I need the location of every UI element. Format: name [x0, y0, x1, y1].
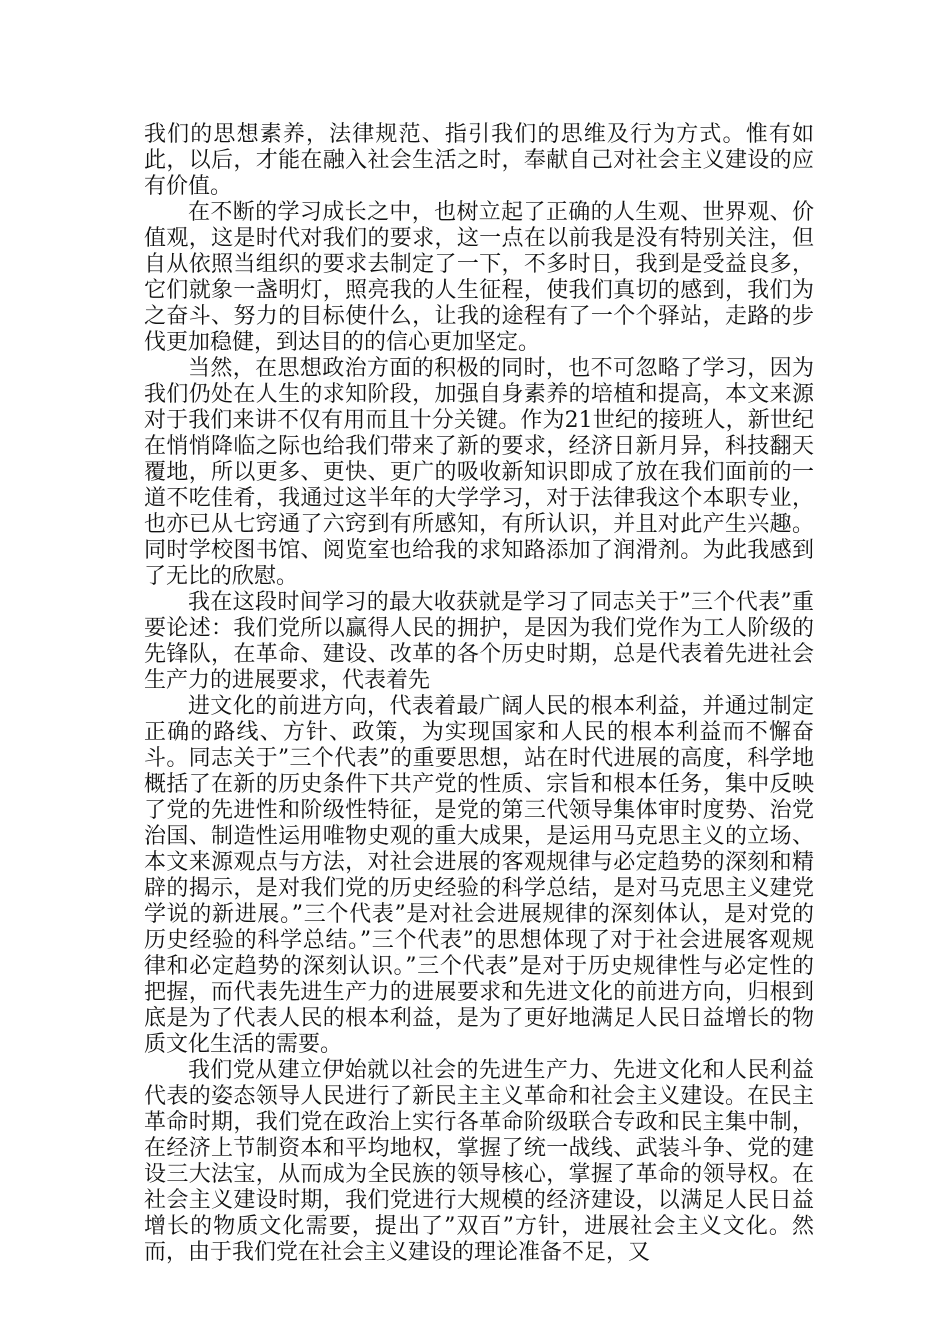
paragraph-4: 我在这段时间学习的最大收获就是学习了同志关于”三个代表”重要论述：我们党所以赢得人民的拥护，是因为我们党作为工人阶级的先锋队，在革命、建设、改革的各个历史时期，总是代表着先进社会生产力的进展要求，代表着先: [144, 590, 814, 693]
paragraph-1: 我们的思想素养，法律规范、指引我们的思维及行为方式。惟有如此，以后，才能在融入社会生活之时，奉献自己对社会主义建设的应有价值。: [144, 122, 814, 199]
paragraph-5: 进文化的前进方向，代表着最广阔人民的根本利益，并通过制定正确的路线、方针、政策，为实现国家和人民的根本利益而不懈奋斗。同志关于”三个代表”的重要思想，站在时代进展的高度，科学地概括了在新的历史条件下共产党的性质、宗旨和根本任务，集中反映了党的先进性和阶级性特征，是党的第三代领导集体审时度势、治党治国、制造性运用唯物史观的重大成果，是运用马克思主义的立场、本文来源观点与方法，对社会进展的客观规律与必定趋势的深刻和精辟的揭示，是对我们党的历史经验的科学总结，是对马克思主义建党学说的新进展。”三个代表”是对社会进展规律的深刻体认，是对党的历史经验的科学总结。”三个代表”的思想体现了对于社会进展客观规律和必定趋势的深刻认识。”三个代表”是对于历史规律性与必定性的把握，而代表先进生产力的进展要求和先进文化的前进方向，归根到底是为了代表人民的根本利益，是为了更好地满足人民日益增长的物质文化生活的需要。: [144, 694, 814, 1057]
paragraph-6: 我们党从建立伊始就以社会的先进生产力、先进文化和人民利益代表的姿态领导人民进行了新民主主义革命和社会主义建设。在民主革命时期，我们党在政治上实行各革命阶级联合专政和民主集中制，在经济上节制资本和平均地权，掌握了统一战线、武装斗争、党的建设三大法宝，从而成为全民族的领导核心，掌握了革命的领导权。在社会主义建设时期，我们党进行大规模的经济建设，以满足人民日益增长的物质文化需要，提出了”双百”方针，进展社会主义文化。然而，由于我们党在社会主义建设的理论准备不足，又: [144, 1058, 814, 1265]
document-page: [144, 122, 814, 1266]
paragraph-2: 在不断的学习成长之中，也树立起了正确的人生观、世界观、价值观，这是时代对我们的要求，这一点在以前我是没有特别关注，但自从依照当组织的要求去制定了一下，不多时日，我到是受益良多，它们就象一盏明灯，照亮我的人生征程，使我们真切的感到，我们为之奋斗、努力的目标使什么，让我的途程有了一个个驿站，走路的步伐更加稳健，到达目的的信心更加坚定。: [144, 200, 814, 355]
paragraph-3: 当然，在思想政治方面的积极的同时，也不可忽略了学习，因为我们仍处在人生的求知阶段，加强自身素养的培植和提高，本文来源对于我们来讲不仅有用而且十分关键。作为21世纪的接班人，新世纪在悄悄降临之际也给我们带来了新的要求，经济日新月异，科技翻天覆地，所以更多、更快、更广的吸收新知识即成了放在我们面前的一道不吃佳肴，我通过这半年的大学学习，对于法律我这个本职专业，也亦已从七窍通了六窍到有所感知，有所认识，并且对此产生兴趣。同时学校图书馆、阅览室也给我的求知路添加了润滑剂。为此我感到了无比的欣慰。: [144, 356, 814, 589]
